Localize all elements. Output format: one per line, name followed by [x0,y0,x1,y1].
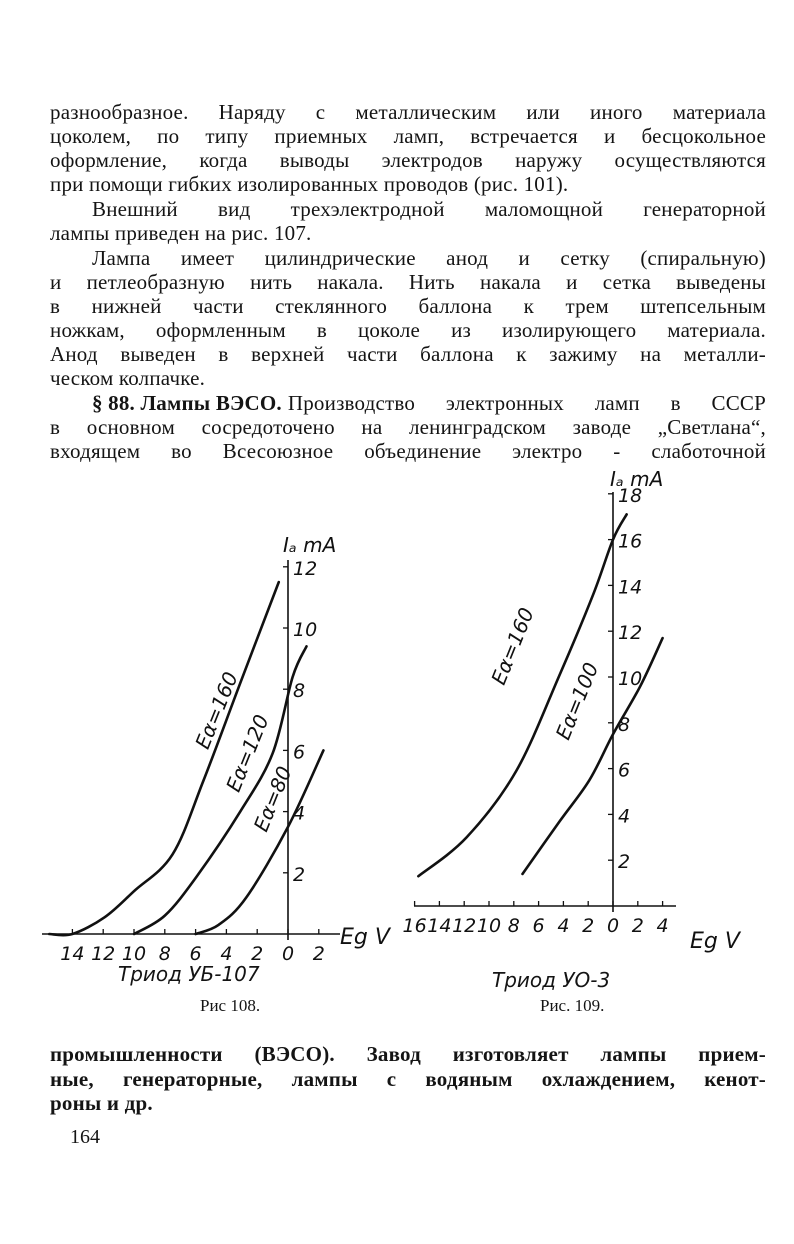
series-label: Eα=160 [486,604,539,689]
series-label: Eα=160 [190,668,243,753]
text-line: роны и др. [50,1091,153,1115]
x-tick-label: 0 [606,915,620,937]
x-tick-label: 14 [60,943,85,965]
chart-108 [42,533,392,965]
text-line: ческом колпачке. [50,366,206,390]
x-tick-label: 2 [251,943,264,965]
text-line: Производство электронных ламп в СССР [287,391,766,415]
figure-109-title: Триод УО-3 [492,968,611,992]
series-curve [418,514,626,876]
figure-108-title: Триод УБ-107 [118,962,260,986]
y-tick-label: 6 [618,759,631,782]
x-axis-label: Eg V [690,929,740,954]
x-tick-label: 4 [557,915,570,937]
y-tick-label: 12 [293,557,318,580]
y-tick-label: 16 [618,530,643,553]
section-heading: § 88. Лампы ВЭСО. [92,391,282,415]
chart-109 [403,467,742,954]
x-tick-label: 16 [402,915,427,937]
x-axis-label: Eg V [340,925,390,950]
y-tick-label: 12 [618,622,643,645]
x-tick-label: 6 [189,943,202,965]
text-line: Внешний вид трехэлектродной маломощной генераторной [92,197,766,221]
y-tick-label: 6 [293,741,306,764]
y-tick-label: 18 [618,484,643,507]
text-line: разнообразное. Наряду с металлическим или иного материала [50,100,766,124]
x-tick-label: 10 [121,943,147,965]
figure-109-caption: Рис. 109. [540,996,605,1015]
y-axis-label: Iₐ mA [283,533,337,557]
y-tick-label: 2 [618,851,631,874]
x-tick-label: 4 [220,943,233,965]
x-tick-label: 4 [656,915,669,937]
text-line: в основном сосредоточено на ленинградском заводе „Светлана“, [50,415,766,439]
y-tick-label: 4 [618,805,631,828]
y-axis-label: Iₐ mA [610,467,664,491]
series-label: Eα=100 [550,659,604,743]
text-line: промышленности (ВЭСО). Завод изготовляет лампы прием- [50,1042,766,1066]
page-number: 164 [70,1126,100,1148]
x-tick-label: 8 [507,915,520,937]
text-line: ные, генераторные, лампы с водяным охлаждением, кенот- [50,1067,766,1091]
x-tick-label: 14 [427,915,452,937]
text-line: оформление, когда выводы электродов наружу осуществляются [50,148,766,172]
y-tick-label: 4 [293,802,306,825]
x-tick-label: 2 [631,915,644,937]
y-tick-label: 10 [618,668,643,690]
x-tick-label: 2 [312,943,325,965]
x-tick-label: 12 [452,915,477,937]
x-tick-label: 10 [476,915,502,937]
text-line: цоколем, по типу приемных ламп, встречается и бесцокольное [50,124,766,148]
text-line: при помощи гибких изолированных проводов (рис. 101). [50,172,569,196]
x-tick-label: 6 [532,915,545,937]
text-line: ножкам, оформленным в цоколе из изолирующего материала. [50,318,766,342]
y-tick-label: 14 [618,576,643,599]
y-tick-label: 8 [293,680,306,703]
text-line: и петлеобразную нить накала. Нить накала и сетка выведены [50,270,766,294]
x-tick-label: 12 [91,943,116,965]
x-tick-label: 2 [582,915,595,937]
text-line: в нижней части стеклянного баллона к трем штепсельным [50,294,766,318]
y-tick-label: 10 [293,619,318,641]
y-tick-label: 2 [293,863,306,886]
x-tick-label: 8 [158,943,171,965]
text-line: Лампа имеет цилиндрические анод и сетку (спиральную) [92,246,766,270]
figure-108-caption: Рис 108. [200,996,261,1015]
series-label: Eα=120 [221,711,274,796]
x-tick-label: 0 [281,943,295,965]
text-line: лампы приведен на рис. 107. [50,221,312,245]
y-tick-label: 8 [618,713,631,736]
text-line: Анод выведен в верхней части баллона к зажиму на металли- [50,342,766,366]
text-line: входящем во Всесоюзное объединение электро - слаботочной [50,439,766,463]
series-label: Eα=80 [248,762,297,835]
